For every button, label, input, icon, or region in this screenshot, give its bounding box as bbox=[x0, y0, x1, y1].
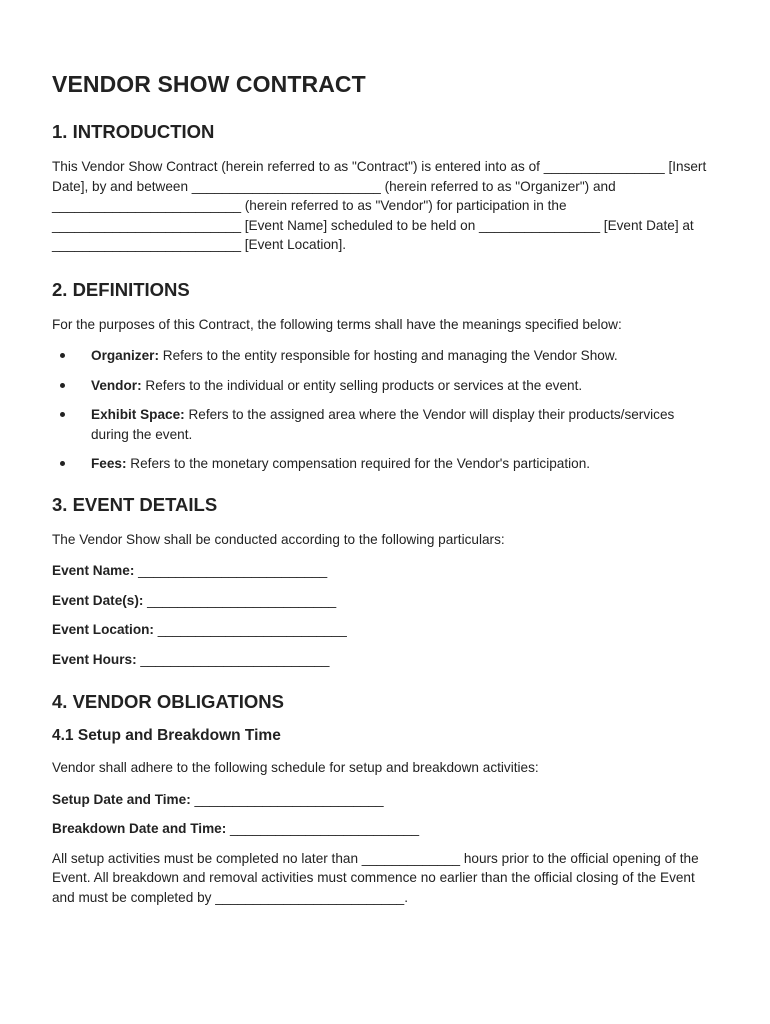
definition-item bbox=[52, 454, 710, 474]
setup-lead: Vendor shall adhere to the following schedule for setup and breakdown activities: bbox=[52, 760, 539, 775]
definition-item bbox=[52, 376, 710, 396]
field-blank: _________________________ bbox=[226, 821, 420, 836]
section-event-details bbox=[52, 494, 710, 670]
section-heading-definitions: 2. DEFINITIONS bbox=[52, 278, 190, 300]
bullet-icon bbox=[60, 383, 65, 388]
section-heading-introduction: 1. INTRODUCTION bbox=[52, 121, 215, 142]
section-heading-vendor-obligations: 4. VENDOR OBLIGATIONS bbox=[52, 691, 284, 712]
section-heading-event-details: 3. EVENT DETAILS bbox=[52, 493, 218, 515]
bullet-icon bbox=[60, 412, 65, 417]
definition-item bbox=[52, 346, 710, 366]
section-definitions bbox=[52, 279, 710, 474]
definition-text: Refers to the monetary compensation required for the Vendor's participation. bbox=[126, 456, 591, 471]
field-label: Breakdown Date and Time: bbox=[52, 821, 227, 836]
introduction-paragraph: This Vendor Show Contract (herein referred to as "Contract") is entered into as of ________________ [Insert Date], by and between _________________________ (herein referred to as "Organizer") and _________________________ (herein referred to as "Vendor") for participation in the _________________________ [Event Name] scheduled to be held on ________________ [Event Date] at _________________________ [Event Location]. bbox=[52, 159, 707, 252]
definition-term: Vendor: bbox=[91, 377, 142, 393]
document-title: VENDOR SHOW CONTRACT bbox=[52, 71, 366, 97]
field-label: Event Hours: bbox=[52, 651, 137, 667]
definition-term: Fees: bbox=[91, 456, 127, 471]
setup-paragraph: All setup activities must be completed no later than _____________ hours prior to the official opening of the Event. All breakdown and removal activities must commence no earlier than the official closing of the Event and must be completed by _________________________. bbox=[52, 850, 699, 905]
definition-item bbox=[52, 405, 710, 444]
definition-term: Exhibit Space: bbox=[91, 407, 185, 422]
subsection-heading-setup: 4.1 Setup and Breakdown Time bbox=[52, 727, 281, 744]
event-dates-field bbox=[52, 591, 710, 611]
field-label: Event Date(s): bbox=[52, 592, 144, 608]
section-introduction bbox=[52, 121, 710, 255]
definitions-lead: For the purposes of this Contract, the following terms shall have the meanings specified below: bbox=[52, 316, 622, 332]
event-details-lead: The Vendor Show shall be conducted according to the following particulars: bbox=[52, 531, 505, 547]
field-blank: _________________________ bbox=[134, 563, 328, 578]
definition-text: Refers to the individual or entity selling products or services at the event. bbox=[141, 377, 583, 393]
event-hours-field bbox=[52, 650, 710, 670]
definition-term: Organizer: bbox=[91, 348, 159, 363]
setup-date-field bbox=[52, 790, 710, 810]
bullet-icon bbox=[60, 461, 65, 466]
field-blank: _________________________ bbox=[153, 622, 347, 637]
field-label: Event Location: bbox=[52, 622, 154, 637]
bullet-icon bbox=[60, 353, 65, 358]
field-blank: _________________________ bbox=[190, 791, 384, 807]
definitions-list bbox=[52, 346, 710, 474]
field-blank: _________________________ bbox=[143, 592, 337, 608]
event-location-field bbox=[52, 620, 710, 640]
field-label: Event Name: bbox=[52, 563, 135, 578]
section-vendor-obligations bbox=[52, 691, 710, 907]
field-label: Setup Date and Time: bbox=[52, 791, 191, 807]
definition-text: Refers to the assigned area where the Vendor will display their products/services during the event. bbox=[91, 407, 675, 442]
breakdown-date-field bbox=[52, 819, 710, 839]
definition-text: Refers to the entity responsible for hosting and managing the Vendor Show. bbox=[158, 348, 618, 363]
event-name-field bbox=[52, 561, 710, 581]
field-blank: _________________________ bbox=[136, 651, 330, 667]
